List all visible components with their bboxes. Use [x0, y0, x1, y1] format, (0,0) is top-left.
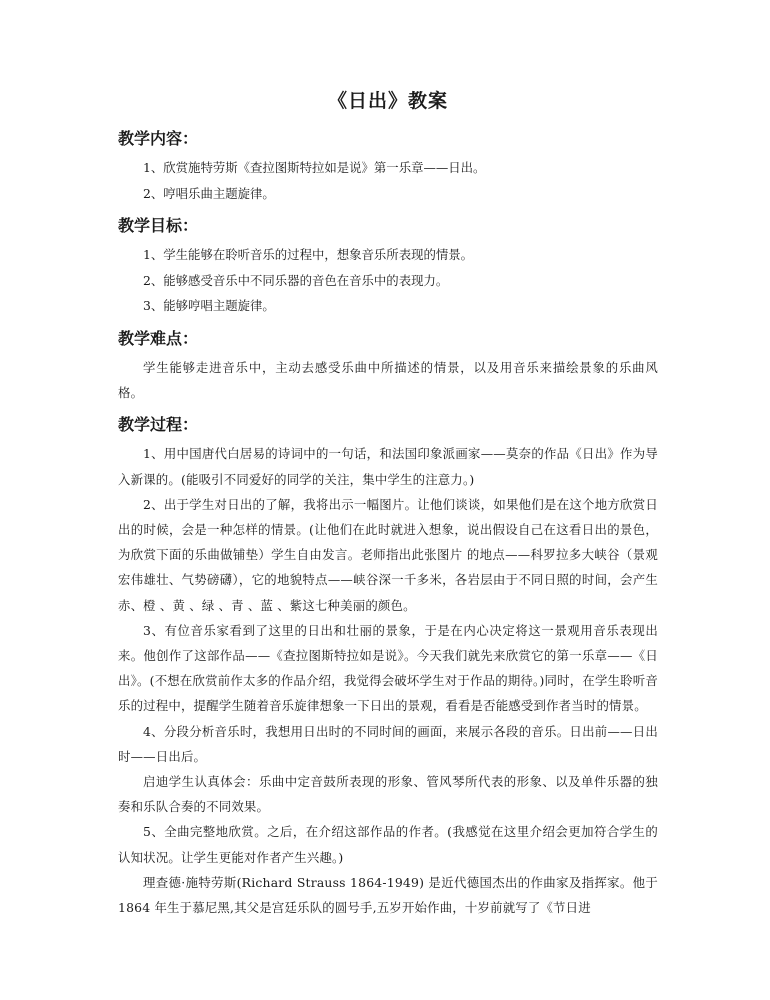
content-item-1: 1、欣赏施特劳斯《查拉图斯特拉如是说》第一乐章——日出。: [143, 160, 486, 175]
goal-item-1: 1、学生能够在聆听音乐的过程中，想象音乐所表现的情景。: [143, 247, 474, 263]
process-paragraph-6: 5、全曲完整地欣赏。之后，在介绍这部作品的作者。(我感觉在这里介绍会更加符合学生的认知状况。让学生更能对作者产生兴趣。): [118, 824, 658, 865]
section-heading-difficulty: 教学难点：: [118, 328, 199, 348]
document-title: 《日出》教案: [327, 90, 448, 112]
document-page: [118, 86, 658, 920]
process-paragraph-2: 2、出于学生对日出的了解，我将出示一幅图片。让他们谈谈，如果他们是在这个地方欣赏日出的时候，会是一种怎样的情景。(让他们在此时就进入想象，说出假设自己在这看日出的景色，为欣赏下面的乐曲做铺垫）学生自由发言。老师指出此张图片 的地点——科罗拉多大峡谷（景观宏伟雄壮、气势磅礴），它的地貌特点——峡谷深一千多米，各岩层由于不同日照的时间，会产生赤、橙 、黄 、绿 、青 、蓝 、紫这七种美丽的颜色。: [118, 496, 658, 613]
section-heading-goals: 教学目标：: [118, 216, 199, 236]
section-heading-process: 教学过程：: [118, 415, 199, 435]
goal-item-3: 3、能够哼唱主题旋律。: [143, 298, 275, 314]
goal-item-2: 2、能够感受音乐中不同乐器的音色在音乐中的表现力。: [143, 272, 449, 288]
content-item-2: 2、哼唱乐曲主题旋律。: [143, 185, 275, 201]
process-paragraph-7: 理查德·施特劳斯(Richard Strauss 1864-1949) 是近代德国杰出的作曲家及指挥家。他于 1864 年生于慕尼黑,其父是宫廷乐队的圆号手,五岁开始作曲，十岁前就写了《节日进: [118, 874, 658, 916]
difficulty-text: 学生能够走进音乐中，主动去感受乐曲中所描述的情景，以及用音乐来描绘景象的乐曲风格。: [118, 359, 658, 401]
process-paragraph-3: 3、有位音乐家看到了这里的日出和壮丽的景象，于是在内心决定将这一景观用音乐表现出来。他创作了这部作品——《查拉图斯特拉如是说》。今天我们就先来欣赏它的第一乐章——《日出》。(不想在欣赏前作太多的作品介绍，我觉得会破坏学生对于作品的期待。)同时，在学生聆听音乐的过程中，提醒学生随着音乐旋律想象一下日出的景观，看看是否能感受到作者当时的情景。: [118, 622, 658, 714]
process-paragraph-5: 启迪学生认真体会：乐曲中定音鼓所表现的形象、管风琴所代表的形象、以及单件乐器的独奏和乐队合奏的不同效果。: [118, 774, 658, 815]
process-paragraph-4: 4、分段分析音乐时，我想用日出时的不同时间的画面，来展示各段的音乐。日出前——日出时——日出后。: [118, 723, 658, 764]
process-paragraph-1: 1、用中国唐代白居易的诗词中的一句话，和法国印象派画家——莫奈的作品《日出》作为导入新课的。(能吸引不同爱好的同学的关注，集中学生的注意力。): [118, 446, 658, 487]
section-heading-content: 教学内容：: [118, 129, 199, 148]
